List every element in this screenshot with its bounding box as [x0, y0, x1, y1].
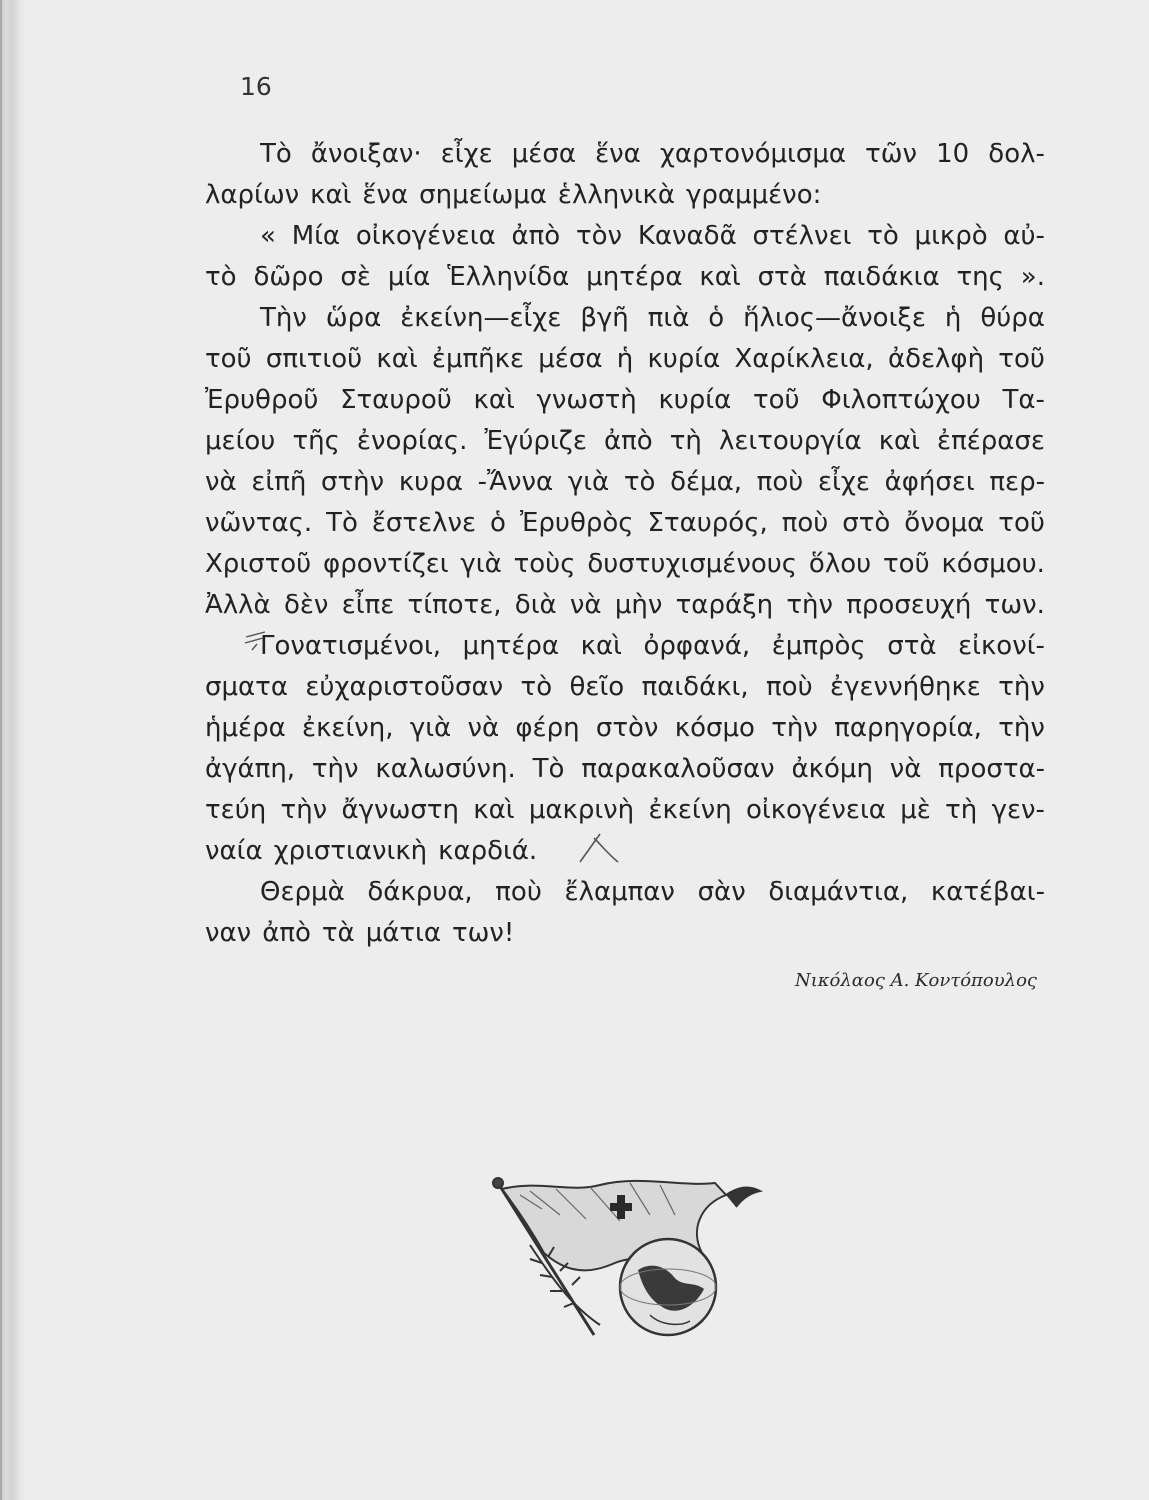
- word: κόσμου.: [941, 549, 1045, 579]
- word: ἀγάπη,: [205, 754, 296, 784]
- word: τὴν: [998, 672, 1045, 702]
- pencil-cross-mark-icon: [574, 832, 622, 864]
- word: γραμμένο:: [686, 180, 822, 210]
- text-line: [205, 257, 1045, 298]
- word: τὸ: [867, 221, 899, 251]
- word: Χριστοῦ: [205, 549, 312, 579]
- text-line: [205, 175, 1045, 216]
- word: παιδάκι,: [641, 672, 749, 702]
- text-line: [205, 831, 1045, 872]
- word: Τα-: [1002, 385, 1045, 415]
- word: «: [260, 221, 276, 251]
- word: ἐνορίας.: [356, 426, 468, 456]
- word: γιὰ: [409, 713, 452, 743]
- word: ὥρα: [325, 303, 382, 333]
- text-line: [205, 462, 1045, 503]
- word: καὶ: [473, 795, 515, 825]
- text-line: [205, 298, 1045, 339]
- word: Θερμὰ: [260, 877, 345, 907]
- word: ὄνομα: [904, 508, 985, 538]
- word: Ἀλλὰ: [205, 590, 271, 620]
- word: φροντίζει: [323, 549, 449, 579]
- word: τὴν: [771, 713, 818, 743]
- word: ἔλαμπαν: [564, 877, 675, 907]
- word: Τὸ: [260, 139, 292, 169]
- word: ποὺ: [495, 877, 542, 907]
- word: ὅλου: [808, 549, 872, 579]
- word: ἀπὸ: [262, 918, 311, 948]
- text-line: [205, 667, 1045, 708]
- word: Ἑλληνίδα: [447, 262, 570, 292]
- word: μέσα: [538, 344, 603, 374]
- word: Μία: [291, 221, 341, 251]
- word: τεύη: [205, 795, 267, 825]
- text-line: [205, 872, 1045, 913]
- word: 10: [936, 139, 970, 169]
- word: μὲ: [900, 795, 931, 825]
- word: περ-: [989, 467, 1045, 497]
- word: Χαρίκλεια,: [734, 344, 874, 374]
- word: οἰκογένεια: [355, 221, 496, 251]
- word: γιὰ: [460, 549, 502, 579]
- word: γιὰ: [567, 467, 610, 497]
- text-line: [205, 749, 1045, 790]
- word: ἀπὸ: [511, 221, 561, 251]
- text-line: [205, 544, 1045, 585]
- word: δέμα,: [670, 467, 742, 497]
- word: τὸ: [205, 262, 237, 292]
- word: σὲ: [340, 262, 371, 292]
- text-line: [205, 421, 1045, 462]
- body-text: [205, 134, 1045, 954]
- word: ἥλιος—ἄνοιξε: [743, 303, 926, 333]
- word: εἶχε: [817, 467, 870, 497]
- word: τὴ: [669, 426, 702, 456]
- word: τὸ: [623, 467, 656, 497]
- word: στὰ: [757, 262, 807, 292]
- pencil-tick-mark-icon: [243, 628, 269, 654]
- word: στὸ: [842, 508, 891, 538]
- word: ἀδελφὴ: [887, 344, 985, 374]
- word: καλωσύνη.: [375, 754, 516, 784]
- word: οἰκογένεια: [746, 795, 886, 825]
- word: ὁ: [490, 508, 506, 538]
- word: ὀρφανά,: [643, 631, 751, 661]
- word: ἐπέρασε: [937, 426, 1045, 456]
- word: νῶντας.: [205, 508, 313, 538]
- word: εὐχαριστοῦσαν: [305, 672, 504, 702]
- word: Τὸ: [326, 508, 358, 538]
- text-line: [205, 216, 1045, 257]
- word: ἡ: [944, 303, 962, 333]
- word: μάτια: [365, 918, 441, 948]
- word: κυρία: [658, 385, 732, 415]
- word: της: [956, 262, 1004, 292]
- word: σημείωμα: [419, 180, 547, 210]
- word: -Ἄννα: [477, 467, 554, 497]
- word: εἶχε: [440, 139, 493, 169]
- word: δῶρο: [253, 262, 324, 292]
- text-line: [205, 380, 1045, 421]
- page-number: 16: [240, 72, 272, 101]
- word: ἐκείνη,: [302, 713, 394, 743]
- word: ἐκείνη: [648, 795, 732, 825]
- word: στὴν: [321, 467, 385, 497]
- word: κατέβαι-: [930, 877, 1045, 907]
- word: προσευχή: [846, 590, 972, 620]
- text-line: [205, 790, 1045, 831]
- word: ποὺ: [766, 672, 813, 702]
- word: ἔστελνε: [371, 508, 477, 538]
- word: μὴν: [614, 590, 663, 620]
- word: μητέρα: [586, 262, 683, 292]
- word: καὶ: [376, 344, 418, 374]
- word: στέλνει: [752, 221, 852, 251]
- word: Καναδᾶ: [637, 221, 737, 251]
- word: γνωστὴ: [536, 385, 637, 415]
- word: Σταυροῦ: [340, 385, 452, 415]
- word: δυστυχισμένους: [587, 549, 798, 579]
- word: Τὴν: [260, 303, 307, 333]
- word: τοῦ: [752, 385, 800, 415]
- word: ἐμπῆκε: [431, 344, 525, 374]
- word: προστα-: [938, 754, 1045, 784]
- word: διὰ: [514, 590, 557, 620]
- word: τοῦ: [205, 344, 252, 374]
- word: καὶ: [580, 631, 622, 661]
- word: ταράξη: [675, 590, 774, 620]
- word: μείου: [205, 426, 276, 456]
- word: σπιτιοῦ: [265, 344, 363, 374]
- word: χαρτονόμισμα: [659, 139, 847, 169]
- word: ἐγεννήθηκε: [830, 672, 981, 702]
- word: δάκρυα,: [367, 877, 473, 907]
- word: φέρη: [515, 713, 580, 743]
- word: δὲν: [283, 590, 329, 620]
- word: τῆς: [292, 426, 340, 456]
- word: ἀκόμη: [791, 754, 873, 784]
- word: ἀπὸ: [603, 426, 653, 456]
- word: Ἐγύριζε: [484, 426, 587, 456]
- word: Γονατισμένοι,: [260, 631, 442, 661]
- word: αὐ-: [1003, 221, 1045, 251]
- word: κυρία: [647, 344, 721, 374]
- text-line: [205, 913, 1045, 954]
- word: ναία: [205, 836, 263, 866]
- word: κυρα: [398, 467, 463, 497]
- word: μητέρα: [462, 631, 560, 661]
- word: τὴν: [311, 754, 359, 784]
- word: τὴν: [998, 713, 1045, 743]
- word: παρηγορία,: [834, 713, 982, 743]
- word: ἄγνωστη: [341, 795, 459, 825]
- word: καὶ: [310, 180, 352, 210]
- word: τὰ: [321, 918, 355, 948]
- word: νὰ: [889, 754, 922, 784]
- word: Ἐρυθροῦ: [205, 385, 319, 415]
- word: νὰ: [569, 590, 602, 620]
- word: καὶ: [473, 385, 515, 415]
- word: τίποτε,: [407, 590, 502, 620]
- word: παιδάκια: [823, 262, 940, 292]
- word: ναν: [205, 918, 252, 948]
- word: ποὺ: [756, 467, 804, 497]
- word: τῶν: [865, 139, 918, 169]
- word: νὰ: [205, 467, 237, 497]
- red-cross-flag-globe-emblem-icon: [490, 1175, 770, 1345]
- word: στὰ: [887, 631, 937, 661]
- word: θεῖο: [569, 672, 625, 702]
- word: πιὰ: [647, 303, 690, 333]
- text-line: [205, 585, 1045, 626]
- text-line: [205, 339, 1045, 380]
- word: ἑλληνικὰ: [557, 180, 676, 210]
- word: ἐκείνη—εἶχε: [400, 303, 562, 333]
- word: ἀφήσει: [884, 467, 975, 497]
- word: ».: [1020, 262, 1045, 292]
- word: Ἐρυθρὸς: [519, 508, 634, 538]
- word: στὸν: [595, 713, 659, 743]
- word: τὸ: [520, 672, 553, 702]
- word: καὶ: [878, 426, 920, 456]
- word: μέσα: [511, 139, 576, 169]
- word: Σταυρός,: [647, 508, 768, 538]
- word: τοὺς: [513, 549, 576, 579]
- word: τὸν: [575, 221, 623, 251]
- word: χριστιανικὴ: [273, 836, 428, 866]
- word: ποὺ: [781, 508, 829, 538]
- word: ἕνα: [595, 139, 641, 169]
- word: Φιλοπτώχου: [821, 385, 981, 415]
- word: παρακαλοῦσαν: [581, 754, 775, 784]
- word: των!: [451, 918, 515, 948]
- word: θύρα: [980, 303, 1045, 333]
- word: σὰν: [697, 877, 746, 907]
- word: νὰ: [467, 713, 500, 743]
- word: εἶπε: [341, 590, 395, 620]
- word: μία: [387, 262, 431, 292]
- text-line: [205, 626, 1045, 667]
- author-signature: Νικόλαος Α. Κοντόπουλος: [794, 970, 1037, 991]
- word: σματα: [205, 672, 288, 702]
- word: γεν-: [991, 795, 1045, 825]
- word: των.: [984, 590, 1045, 620]
- word: ὁ: [708, 303, 725, 333]
- word: εἰκονί-: [958, 631, 1045, 661]
- word: λειτουργία: [718, 426, 862, 456]
- word: τὴν: [786, 590, 833, 620]
- word: εἰπῆ: [251, 467, 307, 497]
- word: Τὸ: [532, 754, 565, 784]
- word: ἡ: [616, 344, 634, 374]
- word: ἕνα: [362, 180, 409, 210]
- word: ἄνοιξαν·: [310, 139, 422, 169]
- word: ἡμέρα: [205, 713, 286, 743]
- page-binding-edge: [0, 0, 26, 1500]
- text-line: [205, 503, 1045, 544]
- word: τὴ: [945, 795, 978, 825]
- word: καρδιά.: [438, 836, 538, 866]
- word: μικρὸ: [914, 221, 988, 251]
- word: τοῦ: [998, 508, 1045, 538]
- word: τὴν: [280, 795, 328, 825]
- word: βγῆ: [580, 303, 629, 333]
- word: καὶ: [699, 262, 741, 292]
- word: διαμάντια,: [768, 877, 909, 907]
- page-binding-line: [0, 0, 2, 1500]
- text-line: [205, 134, 1045, 175]
- word: μακρινὴ: [528, 795, 635, 825]
- word: τοῦ: [998, 344, 1045, 374]
- text-line: [205, 708, 1045, 749]
- word: δολ-: [988, 139, 1045, 169]
- word: λαρίων: [205, 180, 300, 210]
- word: τοῦ: [883, 549, 930, 579]
- word: κόσμο: [674, 713, 755, 743]
- word: ἐμπρὸς: [771, 631, 866, 661]
